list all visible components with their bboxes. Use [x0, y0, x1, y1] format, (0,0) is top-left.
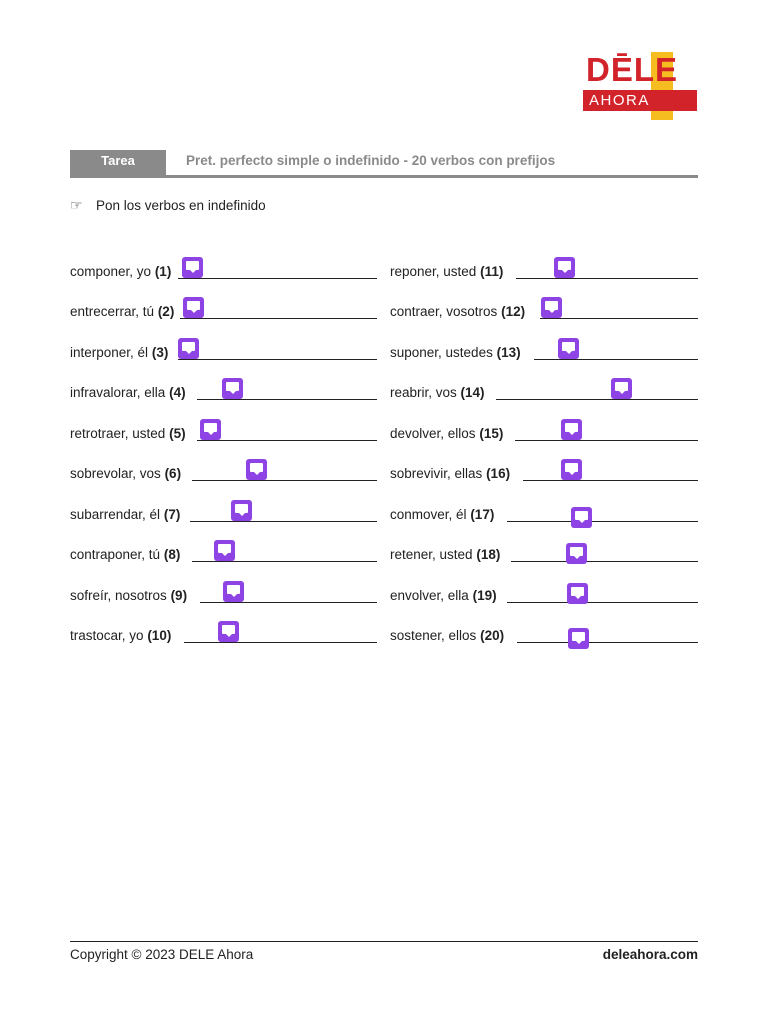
item-number: (13) [496, 345, 521, 360]
comment-icon[interactable] [178, 338, 199, 359]
comment-icon[interactable] [561, 419, 582, 440]
item-number: (8) [163, 547, 181, 562]
comment-icon[interactable] [566, 543, 587, 564]
verb-label: devolver, ellos [390, 426, 476, 441]
comment-icon[interactable] [222, 378, 243, 399]
exercise-item-17 [390, 505, 698, 525]
comment-icon[interactable] [223, 581, 244, 602]
comment-icon[interactable] [541, 297, 562, 318]
item-number: (10) [147, 628, 172, 643]
exercise-item-1 [70, 262, 377, 282]
task-title: Pret. perfecto simple o indefinido - 20 verbos con prefijos [186, 153, 556, 168]
item-number: (9) [170, 588, 188, 603]
item-number: (20) [480, 628, 505, 643]
comment-icon[interactable] [200, 419, 221, 440]
task-tag: Tarea [70, 150, 166, 176]
task-header [70, 150, 698, 178]
exercise-item-8 [70, 545, 377, 565]
verb-label: conmover, él [390, 507, 467, 522]
exercise-item-15 [390, 424, 698, 444]
exercise-item-4 [70, 383, 377, 403]
exercise-item-16 [390, 464, 698, 484]
answer-line[interactable] [192, 561, 377, 562]
verb-label: subarrendar, él [70, 507, 161, 522]
comment-icon[interactable] [611, 378, 632, 399]
item-number: (1) [154, 264, 172, 279]
instruction [70, 196, 266, 215]
item-number: (18) [476, 547, 501, 562]
answer-line[interactable] [184, 642, 377, 643]
exercise-item-13 [390, 343, 698, 363]
verb-label: sostener, ellos [390, 628, 477, 643]
answer-line[interactable] [190, 521, 377, 522]
comment-icon[interactable] [231, 500, 252, 521]
exercise-item-14 [390, 383, 698, 403]
comment-icon[interactable] [571, 507, 592, 528]
comment-icon[interactable] [183, 297, 204, 318]
verb-label: infravalorar, ella [70, 385, 166, 400]
answer-line[interactable] [511, 561, 698, 562]
verb-label: retener, usted [390, 547, 473, 562]
verb-label: sobrevolar, vos [70, 466, 161, 481]
item-number: (19) [472, 588, 497, 603]
exercise-item-5 [70, 424, 377, 444]
comment-icon[interactable] [561, 459, 582, 480]
site-link[interactable]: deleahora.com [602, 947, 698, 962]
verb-label: contraer, vosotros [390, 304, 498, 319]
verb-label: contraponer, tú [70, 547, 161, 562]
item-number: (5) [169, 426, 186, 441]
verb-label: envolver, ella [390, 588, 469, 603]
answer-line[interactable] [496, 399, 698, 400]
answer-line[interactable] [507, 602, 698, 603]
verb-label: sobrevivir, ellas [390, 466, 483, 481]
verb-label: reabrir, vos [390, 385, 457, 400]
footer-rule [70, 941, 698, 942]
comment-icon[interactable] [558, 338, 579, 359]
answer-line[interactable] [507, 521, 698, 522]
exercise-item-11 [390, 262, 698, 282]
answer-line[interactable] [540, 318, 698, 319]
instruction-text: Pon los verbos en indefinido [96, 198, 266, 213]
exercise-item-19 [390, 586, 698, 606]
comment-icon[interactable] [214, 540, 235, 561]
item-number: (7) [163, 507, 181, 522]
answer-line[interactable] [180, 318, 377, 319]
answer-line[interactable] [534, 359, 698, 360]
verb-label: suponer, ustedes [390, 345, 493, 360]
answer-line[interactable] [197, 440, 377, 441]
exercise-item-18 [390, 545, 698, 565]
dele-ahora-logo [580, 52, 700, 122]
comment-icon[interactable] [568, 628, 589, 649]
item-number: (15) [479, 426, 504, 441]
exercise-item-9 [70, 586, 377, 606]
task-header-rule [70, 175, 698, 178]
verb-label: sofreír, nosotros [70, 588, 167, 603]
answer-line[interactable] [516, 278, 698, 279]
exercise-item-20 [390, 626, 698, 646]
comment-icon[interactable] [554, 257, 575, 278]
item-number: (14) [460, 385, 485, 400]
logo-brand-text: DĒLE [586, 51, 679, 88]
answer-line[interactable] [192, 480, 377, 481]
comment-icon[interactable] [246, 459, 267, 480]
exercise-item-6 [70, 464, 377, 484]
verb-label: reponer, usted [390, 264, 477, 279]
copyright-text: Copyright © 2023 DELE Ahora [70, 947, 254, 962]
item-number: (16) [486, 466, 511, 481]
item-number: (2) [157, 304, 175, 319]
answer-line[interactable] [178, 278, 377, 279]
verb-label: componer, yo [70, 264, 152, 279]
item-number: (11) [480, 264, 504, 279]
exercise-item-7 [70, 505, 377, 525]
item-number: (4) [169, 385, 186, 400]
answer-line[interactable] [200, 602, 377, 603]
verb-label: trastocar, yo [70, 628, 144, 643]
item-number: (6) [164, 466, 182, 481]
answer-line[interactable] [178, 359, 377, 360]
exercise-item-2 [70, 302, 377, 322]
answer-line[interactable] [517, 642, 698, 643]
comment-icon[interactable] [218, 621, 239, 642]
verb-label: entrecerrar, tú [70, 304, 155, 319]
answer-line[interactable] [515, 440, 698, 441]
logo-sub-text: AHORA [589, 92, 650, 109]
item-number: (3) [151, 345, 169, 360]
comment-icon[interactable] [182, 257, 203, 278]
verb-label: retrotraer, usted [70, 426, 166, 441]
exercise-item-12 [390, 302, 698, 322]
pointing-hand-icon: ☞ [70, 197, 83, 213]
verb-label: interponer, él [70, 345, 149, 360]
comment-icon[interactable] [567, 583, 588, 604]
item-number: (17) [470, 507, 495, 522]
item-number: (12) [501, 304, 526, 319]
exercise-item-3 [70, 343, 377, 363]
exercise-item-10 [70, 626, 377, 646]
answer-line[interactable] [197, 399, 377, 400]
answer-line[interactable] [523, 480, 698, 481]
